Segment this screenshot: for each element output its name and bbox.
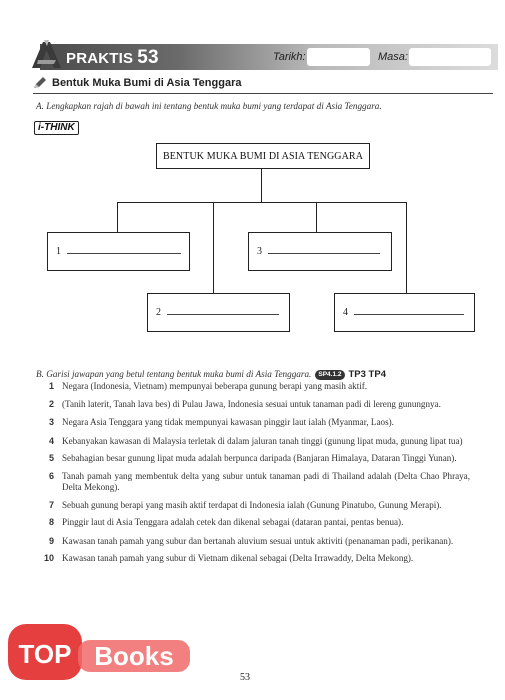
- answer-line: [167, 314, 279, 315]
- topbooks-watermark-logo: [8, 620, 190, 690]
- question-number: 5: [48, 453, 54, 463]
- connector-4: [406, 202, 407, 293]
- part-b-heading: [36, 364, 386, 382]
- question-text[interactable]: Kebanyakan kawasan di Malaysia terletak di dalam jaluran tanah tinggi (gunung lipat muda, gunung lipat tua): [62, 435, 463, 446]
- question-item: [40, 471, 470, 494]
- question-text[interactable]: Kawasan tanah pamah yang subur dan bertanah aluvium sesuai untuk aktiviti (penanaman padi, perikanan).: [62, 535, 454, 546]
- question-item: [40, 417, 470, 429]
- section-divider: [33, 93, 493, 94]
- connector-1: [117, 202, 118, 232]
- diagram-title: BENTUK MUKA BUMI DI ASIA TENGGARA: [162, 150, 364, 162]
- question-text[interactable]: Negara (Indonesia, Vietnam) mempunyai beberapa gunung berapi yang masih aktif.: [62, 381, 368, 391]
- answer-box-1[interactable]: [47, 232, 190, 271]
- masa-label: Masa:: [378, 51, 408, 63]
- question-item: [40, 381, 470, 393]
- question-text[interactable]: Sebuah gunung berapi yang masih aktif terdapat di Indonesia ialah (Gunung Pinatubo, Gunung Merapi).: [62, 499, 442, 510]
- pencil-icon: [33, 76, 47, 90]
- praktis-title: [66, 47, 159, 69]
- masa-field[interactable]: [409, 48, 491, 66]
- part-b-instruction: B. Garisi jawapan yang betul tentang bentuk muka bumi di Asia Tenggara.: [36, 369, 312, 379]
- question-item: [40, 536, 470, 548]
- question-text[interactable]: Pinggir laut di Asia Tenggara adalah cetek dan dikenal sebagai (dataran pantai, pentas benua).: [62, 517, 404, 527]
- part-a-instruction: A. Lengkapkan rajah di bawah ini tentang bentuk muka bumi yang terdapat di Asia Tenggara.: [36, 101, 382, 111]
- question-number: 4: [48, 435, 54, 446]
- question-number: 6: [48, 470, 54, 481]
- question-text[interactable]: Negara Asia Tenggara yang tidak mempunyai kawasan pinggir laut ialah (Myanmar, Laos).: [62, 417, 394, 427]
- connector-3: [316, 202, 317, 232]
- connector-bar: [117, 202, 407, 203]
- praktis-logo-icon: [30, 38, 64, 72]
- answer-box-4[interactable]: [334, 293, 475, 332]
- question-item: [40, 399, 470, 411]
- answer-line: [268, 253, 380, 254]
- section-title: Bentuk Muka Bumi di Asia Tenggara: [52, 77, 242, 89]
- praktis-number: 53: [137, 47, 159, 68]
- praktis-label: PRAKTIS: [66, 50, 134, 67]
- question-text[interactable]: (Tanih laterit, Tanah lava bes) di Pulau Jawa, Indonesia sesuai untuk tanaman padi di lereng gunungnya.: [62, 398, 441, 409]
- diagram-title-box: [156, 143, 370, 169]
- question-item: [40, 500, 470, 512]
- ithink-tag: i-THINK: [34, 121, 79, 135]
- tarikh-field[interactable]: [307, 48, 370, 66]
- question-number: 2: [48, 398, 54, 409]
- question-number: 10: [43, 553, 54, 563]
- question-item: [40, 517, 470, 529]
- answer-line: [354, 314, 464, 315]
- question-item: [40, 453, 470, 465]
- question-text[interactable]: Sebahagian besar gunung lipat muda adalah berpunca daripada (Banjaran Himalaya, Dataran Tinggi Yunan).: [62, 453, 457, 463]
- question-item: [40, 436, 470, 448]
- answer-box-3[interactable]: [248, 232, 392, 271]
- question-number: 3: [48, 417, 54, 427]
- answer-box-number: 2: [156, 307, 161, 318]
- connector-trunk: [261, 168, 262, 203]
- question-item: [40, 553, 470, 565]
- answer-box-number: 3: [257, 246, 262, 257]
- connector-2: [213, 202, 214, 293]
- answer-box-2[interactable]: [147, 293, 290, 332]
- answer-box-number: 4: [343, 307, 348, 318]
- answer-box-number: 1: [56, 246, 61, 257]
- page-number: 53: [240, 672, 250, 683]
- watermark-right-text: Books: [94, 641, 174, 671]
- sp-badge: SP4.1.2: [315, 370, 344, 380]
- question-list: [40, 381, 470, 565]
- question-text[interactable]: Tanah pamah yang membentuk delta yang subur untuk tanaman padi di Thailand adalah (Delta Chao Phraya, Delta Mekong).: [62, 470, 470, 492]
- answer-line: [67, 253, 181, 254]
- question-number: 7: [48, 499, 54, 510]
- question-text[interactable]: Kawasan tanah pamah yang subur di Vietnam dikenal sebagai (Delta Irrawaddy, Delta Mekong).: [62, 553, 414, 563]
- question-number: 8: [48, 517, 54, 527]
- question-number: 1: [48, 381, 54, 391]
- tarikh-label: Tarikh:: [273, 51, 306, 63]
- question-number: 9: [48, 535, 54, 546]
- watermark-left-text: TOP: [18, 639, 72, 669]
- tp-label: TP3 TP4: [348, 369, 386, 380]
